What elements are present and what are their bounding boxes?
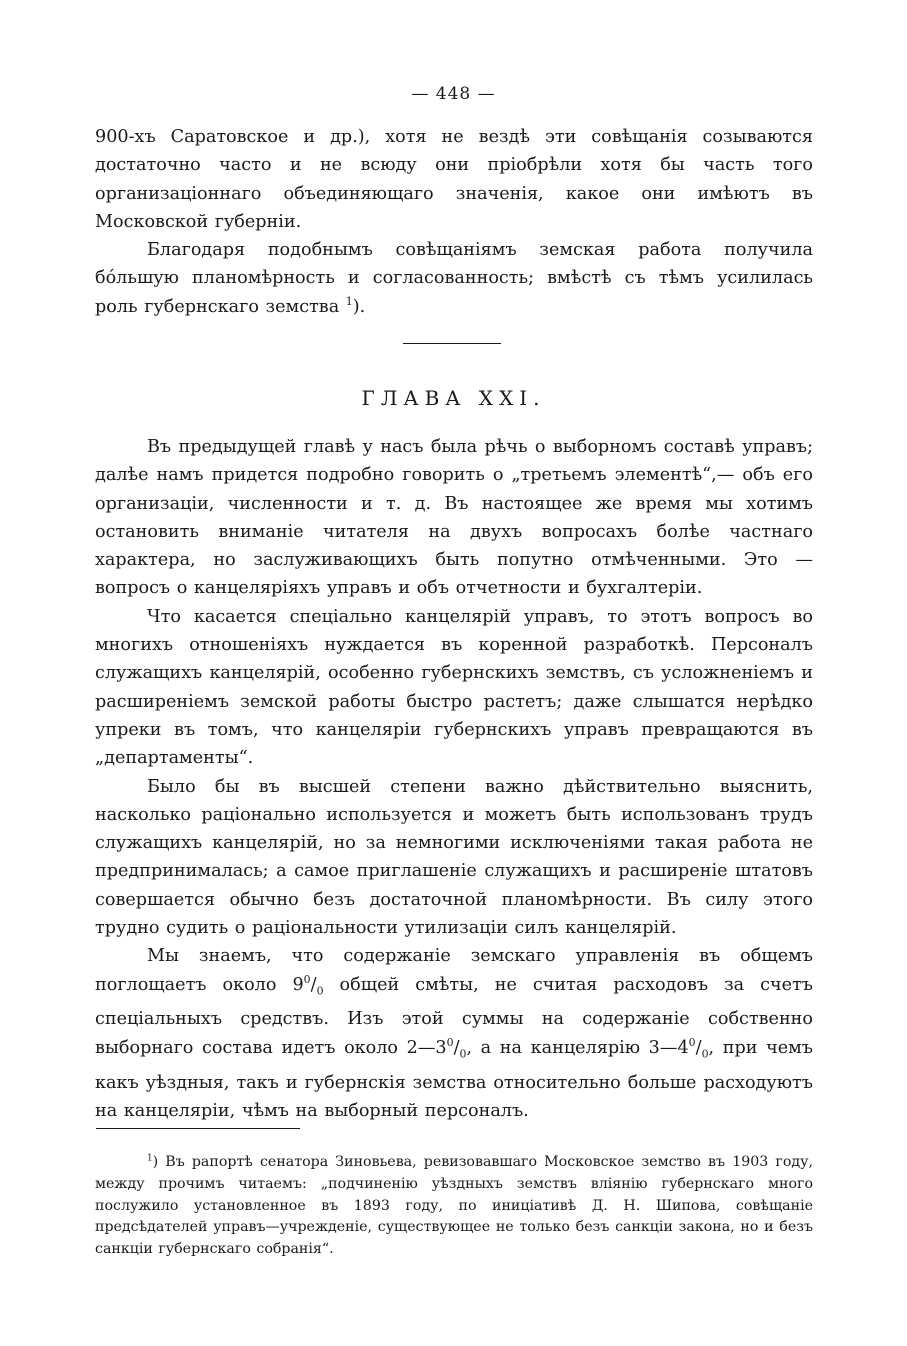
footnote [95, 1152, 813, 1261]
paragraph-tail: ). [352, 296, 366, 317]
chapter-title: ГЛАВА XXI. [361, 386, 546, 410]
footnote-rule [96, 1128, 300, 1129]
page-number: — 448 — [411, 84, 496, 104]
paragraph-text: Благодаря подобнымъ совѣщаніямъ земская работа получила бóльшую планомѣрность и согласованность; вмѣстѣ съ тѣмъ усилилась роль губернскаго земства [95, 240, 813, 317]
paragraph-2: Что касается спеціально канцелярій управъ, то этотъ вопросъ во многихъ отношеніяхъ нуждается въ коренной разработкѣ. Персоналъ служащихъ канцелярій, особенно губернскихъ земствъ, съ усложненіемъ и расширеніемъ земской работы быстро растетъ; даже слышатся нерѣдко упреки въ томъ, что канцеляріи губернскихъ управъ превращаются въ „департаменты“. [95, 606, 813, 769]
footnote-reference: 1 [345, 294, 353, 308]
paragraph-4-part4: , при чемъ какъ уѣздныя, такъ и губернскія земства относительно больше расходуютъ на канцеляріи, чѣмъ на выборный персоналъ. [95, 1037, 813, 1121]
percent-subscript: 0 [459, 1047, 467, 1061]
paragraph-continuation: 900-хъ Саратовское и др.), хотя не вездѣ эти совѣщанія созываются достаточно часто и не всюду они пріобрѣли хотя бы часть того организаціоннаго объединяющаго значенія, какое они имѣютъ въ Московской губерніи. [95, 127, 813, 232]
percent-superscript: 0 [446, 1035, 454, 1049]
paragraph-3: Было бы въ высшей степени важно дѣйствительно выяснить, насколько раціонально используется и можетъ быть использованъ трудъ служащихъ канцелярій, но за немногими исключеніями такая работа не предпринималась; а самое приглашеніе служащихъ и расширеніе штатовъ совершается обычно безъ достаточной планомѣрности. Въ силу этого трудно судить о раціональности утилизаціи силъ канцелярій. [95, 776, 813, 939]
chapter-text-block [95, 433, 813, 1125]
footnote-marker: 1 [147, 1153, 153, 1164]
paragraph-4: Мы знаемъ, что содержаніе земскаго управленія въ общемъ поглощаетъ около $9^0/_0$ общей смѣты, не считая расходовъ за счетъ спеціальныхъ средствъ. Изъ этой суммы на содержаніе собственно выборнаго состава идетъ около $2—3^0/_0$, а на канцелярію $3—4^0/_0$, при чемъ какъ уѣздныя, такъ и губернскія земства относительно больше расходуютъ на канцеляріи, чѣмъ на выборный персоналъ. [95, 946, 813, 1121]
percent-superscript: 0 [303, 972, 311, 986]
top-text-block [95, 123, 813, 321]
footnote-text: ) Въ рапортѣ сенатора Зиновьева, ревизовавшаго Московское земство въ 1903 году, между прочимъ читаемъ: „подчиненію уѣздныхъ земствъ вліянію губернскаго много послужило установленное въ 1893 году, по иниціативѣ Д. Н. Шипова, совѣщаніе предсѣдателей управъ—учрежденіе, существующее не только безъ санкціи закона, но и безъ санкціи губернскаго собранія“. [95, 1154, 813, 1258]
paragraph-1: Въ предыдущей главѣ у насъ была рѣчь о выборномъ составѣ управъ; далѣе намъ придется подробно говорить о „третьемъ элементѣ“,— объ его организаціи, численности и т. д. Въ настоящее же время мы хотимъ остановить вниманіе читателя на двухъ вопросахъ болѣе частнаго характера, но заслуживающихъ быть попутно отмѣченными. Это — вопросъ о канцеляріяхъ управъ и объ отчетности и бухгалтеріи. [95, 437, 813, 599]
percent-superscript: 0 [688, 1035, 696, 1049]
percent-subscript: 0 [316, 984, 324, 998]
percent-subscript: 0 [701, 1047, 709, 1061]
paragraph-4-part1: Мы знаемъ, что содержаніе земскаго управленія въ общемъ поглощаетъ около 9 [95, 946, 813, 995]
paragraph-4-part3: , а на канцелярію 3—4 [466, 1037, 689, 1058]
paragraph-coordination [95, 236, 813, 321]
section-separator [403, 343, 501, 344]
paragraph-4-part2: общей смѣты, не считая расходовъ за счетъ спеціальныхъ средствъ. Изъ этой суммы на содержаніе собственно выборнаго состава идетъ около 2—3 [95, 974, 813, 1058]
